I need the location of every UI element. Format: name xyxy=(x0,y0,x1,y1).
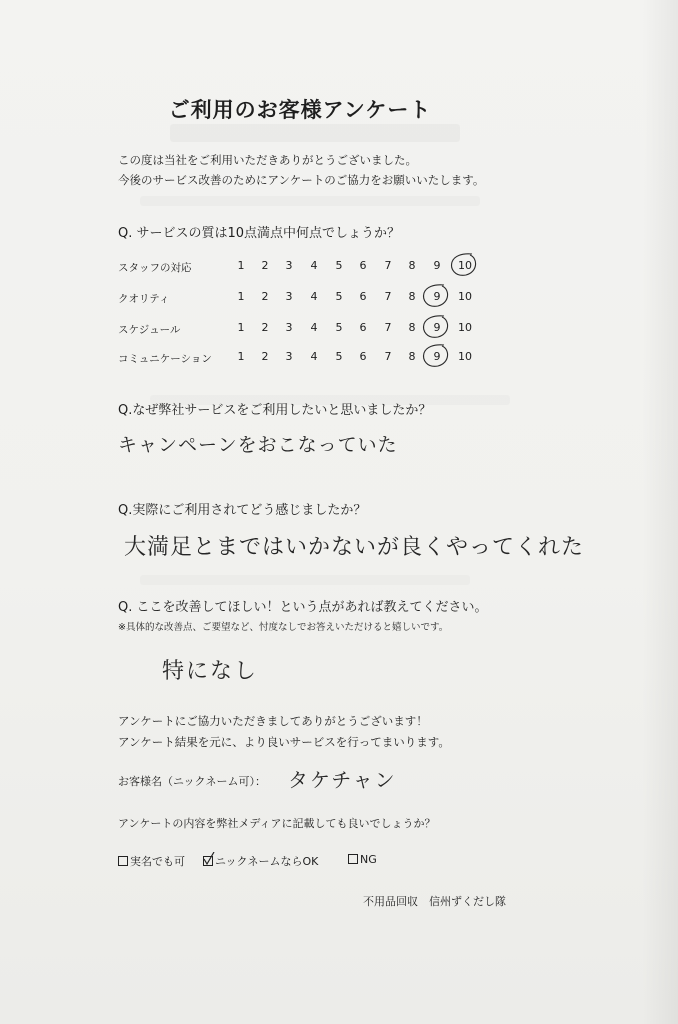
rating-option[interactable]: 6 xyxy=(359,290,367,303)
rating-option[interactable]: 9 xyxy=(433,321,441,334)
rating-option[interactable]: 5 xyxy=(335,290,343,303)
rating-option[interactable]: 4 xyxy=(310,321,318,334)
rating-option[interactable]: 7 xyxy=(384,259,392,272)
rating-option[interactable]: 2 xyxy=(261,259,269,272)
thanks-line-2: アンケート結果を元に、より良いサービスを行ってまいります。 xyxy=(118,735,450,749)
rating-option[interactable]: 8 xyxy=(408,350,416,363)
rating-option[interactable]: 4 xyxy=(310,350,318,363)
rating-option[interactable]: 7 xyxy=(384,290,392,303)
q3-question: Q.実際にご利用されてどう感じましたか？ xyxy=(118,503,367,518)
show-through-ghost xyxy=(170,124,460,142)
rating-option[interactable]: 8 xyxy=(408,321,416,334)
rating-option[interactable]: 10 xyxy=(458,321,472,334)
checkbox-nickname[interactable] xyxy=(203,856,213,866)
selected-circle-mark xyxy=(448,252,482,278)
rating-option[interactable]: 8 xyxy=(408,259,416,272)
rating-option[interactable]: 3 xyxy=(285,321,293,334)
rating-option[interactable]: 3 xyxy=(285,290,293,303)
rating-option[interactable]: 2 xyxy=(261,321,269,334)
thanks-line-1: アンケートにご協力いただきましてありがとうございます！ xyxy=(118,714,428,728)
q4-note: ※具体的な改善点、ご要望など、忖度なしでお答えいただけると嬉しいです。 xyxy=(118,622,449,633)
rating-row-label: スケジュール xyxy=(118,324,181,336)
rating-option[interactable]: 9 xyxy=(433,290,441,303)
intro-line-2: 今後のサービス改善のためにアンケートのご協力をお願いいたします。 xyxy=(118,173,485,187)
q4-handwritten-answer[interactable]: 特になし xyxy=(162,659,259,684)
survey-title: ご利用のお客様アンケート xyxy=(168,98,432,122)
paper-shadow xyxy=(642,0,678,1024)
rating-row-label: コミュニケーション xyxy=(118,353,212,365)
rating-option[interactable]: 7 xyxy=(384,321,392,334)
company-name: 不用品回収 信州ずくだし隊 xyxy=(363,895,506,908)
rating-row-label: クオリティ xyxy=(118,293,170,305)
intro-line-1: この度は当社をご利用いただきありがとうございました。 xyxy=(118,153,417,167)
rating-option[interactable]: 3 xyxy=(285,350,293,363)
rating-option[interactable]: 10 xyxy=(458,290,472,303)
option-nickname-label: ニックネームならOK xyxy=(215,855,319,868)
rating-option[interactable]: 2 xyxy=(261,350,269,363)
check-mark-icon xyxy=(203,852,215,866)
checkbox-ng[interactable] xyxy=(348,854,358,864)
rating-option[interactable]: 9 xyxy=(433,350,441,363)
rating-option[interactable]: 8 xyxy=(408,290,416,303)
rating-option[interactable]: 2 xyxy=(261,290,269,303)
rating-option[interactable]: 6 xyxy=(359,350,367,363)
selected-circle-mark xyxy=(420,283,454,309)
rating-option[interactable]: 9 xyxy=(433,259,441,272)
rating-option[interactable]: 4 xyxy=(310,290,318,303)
rating-option[interactable]: 10 xyxy=(458,259,472,272)
q2-question: Q.なぜ弊社サービスをご利用したいと思いましたか？ xyxy=(118,403,432,418)
media-question: アンケートの内容を弊社メディアに記載しても良いでしょうか？ xyxy=(118,817,436,830)
rating-option[interactable]: 5 xyxy=(335,321,343,334)
rating-option[interactable]: 1 xyxy=(237,350,245,363)
q1-question: Q. サービスの質は10点満点中何点でしょうか？ xyxy=(118,226,401,241)
show-through-ghost xyxy=(140,575,470,585)
selected-circle-mark xyxy=(420,343,454,369)
customer-name-handwritten[interactable]: タケチャン xyxy=(288,768,397,792)
rating-option[interactable]: 6 xyxy=(359,259,367,272)
rating-option[interactable]: 5 xyxy=(335,259,343,272)
rating-option[interactable]: 10 xyxy=(458,350,472,363)
show-through-ghost xyxy=(140,196,480,206)
q4-question: Q. ここを改善してほしい！という点があれば教えてください。 xyxy=(118,600,488,615)
rating-option[interactable]: 3 xyxy=(285,259,293,272)
rating-option[interactable]: 5 xyxy=(335,350,343,363)
option-ng[interactable] xyxy=(348,853,377,866)
rating-option[interactable]: 1 xyxy=(237,321,245,334)
option-real-name[interactable] xyxy=(118,853,185,869)
option-real-name-label: 実名でも可 xyxy=(130,855,185,868)
selected-circle-mark xyxy=(420,314,454,340)
option-ng-label: NG xyxy=(360,853,377,866)
rating-option[interactable]: 4 xyxy=(310,259,318,272)
customer-name-label: お客様名（ニックネーム可）： xyxy=(118,775,266,788)
q3-handwritten-answer[interactable]: 大満足とまではいかないが良くやってくれた xyxy=(124,535,585,560)
rating-option[interactable]: 1 xyxy=(237,259,245,272)
rating-option[interactable]: 6 xyxy=(359,321,367,334)
option-nickname[interactable] xyxy=(203,853,318,869)
checkbox-real-name[interactable] xyxy=(118,856,128,866)
rating-row-label: スタッフの対応 xyxy=(118,262,192,274)
q2-handwritten-answer[interactable]: キャンペーンをおこなっていた xyxy=(118,434,398,456)
rating-option[interactable]: 1 xyxy=(237,290,245,303)
rating-option[interactable]: 7 xyxy=(384,350,392,363)
